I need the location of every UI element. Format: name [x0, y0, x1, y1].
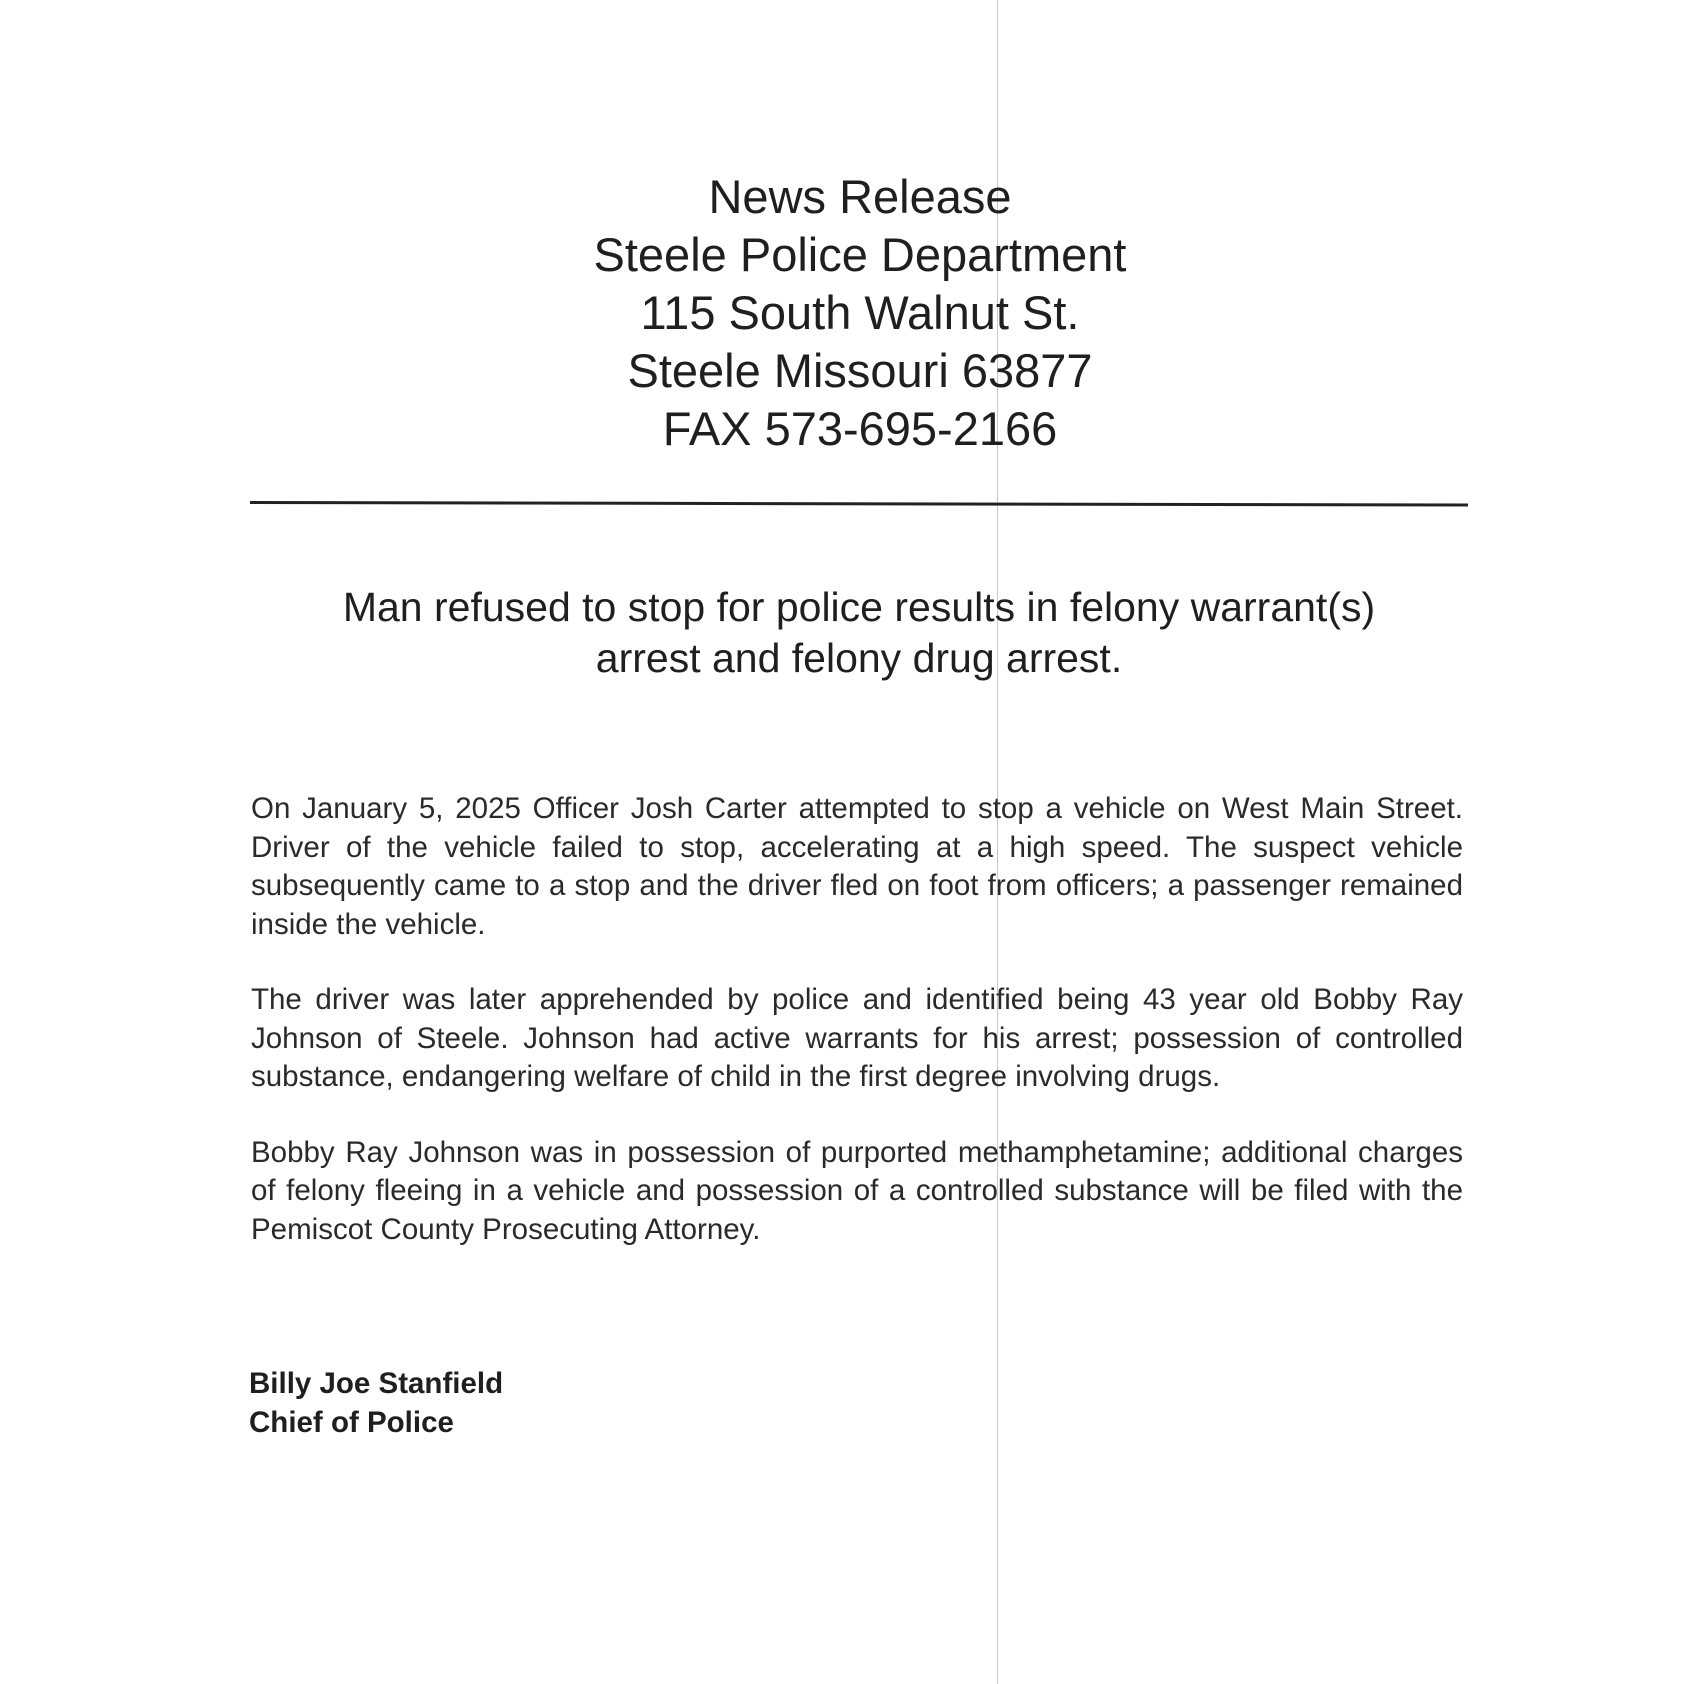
- release-body: [251, 790, 1463, 1286]
- headline-line-2: arrest and felony drug arrest.: [595, 635, 1123, 681]
- signature-block: [249, 1365, 503, 1442]
- signature-name: Billy Joe Stanfield: [249, 1367, 504, 1400]
- letterhead-department: Steele Police Department: [593, 228, 1127, 281]
- paragraph-apprehension: The driver was later apprehended by police and identified being 43 year old Bobby Ray Johnson of Steele. Johnson had active warrants for his arrest; possession of controlled substance, endangering welfare of child in the first degree involving drugs.: [251, 983, 1463, 1093]
- letterhead-street: 115 South Walnut St.: [640, 286, 1080, 339]
- letterhead-title: News Release: [708, 170, 1012, 223]
- header-divider: [250, 501, 1468, 507]
- headline-line-1: Man refused to stop for police results in felony warrant(s): [342, 584, 1376, 630]
- letterhead: [0, 168, 1694, 458]
- signature-title: Chief of Police: [249, 1405, 454, 1439]
- paragraph-charges: Bobby Ray Johnson was in possession of purported methamphetamine; additional charges of felony fleeing in a vehicle and possession of a controlled substance will be filed with the Pemiscot County Prosecuting Attorney.: [251, 1135, 1463, 1246]
- letterhead-fax: FAX 573-695-2166: [662, 402, 1058, 455]
- paragraph-incident: On January 5, 2025 Officer Josh Carter attempted to stop a vehicle on West Main Street. Driver of the vehicle failed to stop, accelerating at a high speed. The suspect vehicle subsequently came to a stop and the driver fled on foot from officers; a passenger remained inside the vehicle.: [251, 792, 1463, 941]
- release-headline: [250, 582, 1468, 684]
- letterhead-city: Steele Missouri 63877: [627, 344, 1093, 397]
